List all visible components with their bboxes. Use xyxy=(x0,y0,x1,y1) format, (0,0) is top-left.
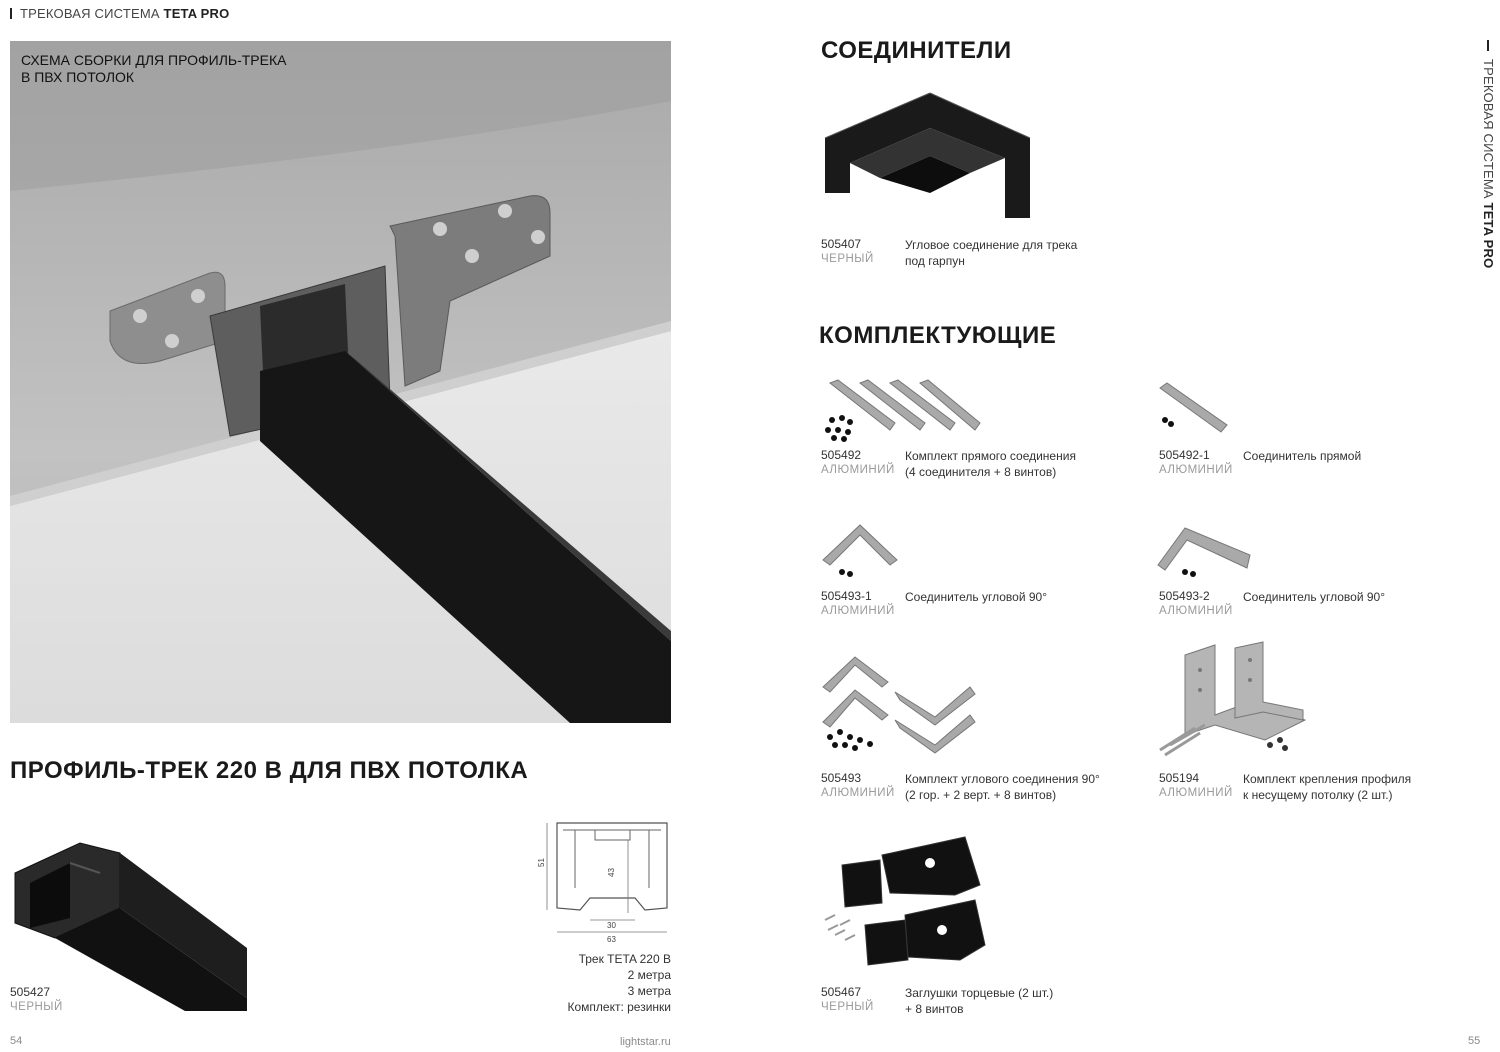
dim-height-inner: 43 xyxy=(606,868,616,877)
accessory-desc xyxy=(905,589,1047,605)
accessory-code-block xyxy=(1159,771,1233,801)
corner-connector-90-image xyxy=(820,520,900,582)
track-spec xyxy=(520,951,671,1015)
accessory-code: 505194 xyxy=(1159,771,1200,785)
track-color: ЧЕРНЫЙ xyxy=(10,1001,63,1013)
accessory-color: АЛЮМИНИЙ xyxy=(1159,605,1233,617)
accessory-desc-line1: Соединитель угловой 90° xyxy=(905,590,1048,604)
connector-code: 505407 xyxy=(821,237,862,251)
corner-connector-kit-image xyxy=(820,652,980,757)
ceiling-mount-kit-image xyxy=(1155,640,1310,760)
site-url[interactable]: lightstar.ru xyxy=(620,1036,671,1048)
header-bar-icon xyxy=(1487,40,1489,51)
accessory-code: 505493-1 xyxy=(821,589,872,603)
photo-caption xyxy=(21,52,286,86)
accessory-desc-line1: Комплект прямого соединения xyxy=(905,449,1076,463)
accessory-code: 505467 xyxy=(821,985,862,999)
photo-caption-line1: СХЕМА СБОРКИ ДЛЯ ПРОФИЛЬ-ТРЕКА xyxy=(21,52,287,68)
track-profile-drawing xyxy=(535,818,675,948)
assembly-illustration xyxy=(10,41,671,723)
accessory-desc xyxy=(1243,771,1411,803)
accessory-code-block xyxy=(821,589,895,619)
connectors-title: СОЕДИНИТЕЛИ xyxy=(821,37,1012,64)
accessory-desc-line1: Соединитель угловой 90° xyxy=(1243,590,1386,604)
accessory-code: 505493-2 xyxy=(1159,589,1210,603)
accessory-color: АЛЮМИНИЙ xyxy=(1159,464,1233,476)
accessory-code-block xyxy=(821,448,895,478)
accessory-code-block xyxy=(821,771,895,801)
accessory-desc-line1: Комплект углового соединения 90° xyxy=(905,772,1100,786)
dim-width-outer: 63 xyxy=(607,935,616,944)
straight-connector-kit-image xyxy=(820,378,985,443)
running-header-right xyxy=(1481,40,1496,268)
end-caps-image xyxy=(820,835,990,975)
accessory-code: 505492-1 xyxy=(1159,448,1210,462)
accessory-desc-line2: + 8 винтов xyxy=(905,1002,964,1016)
accessory-desc-line2: к несущему потолку (2 шт.) xyxy=(1243,788,1393,802)
left-section-title: ПРОФИЛЬ-ТРЕК 220 В ДЛЯ ПВХ ПОТОЛКА xyxy=(10,757,529,784)
accessory-desc xyxy=(905,448,1076,480)
connector-color: ЧЕРНЫЙ xyxy=(821,253,874,265)
accessory-color: АЛЮМИНИЙ xyxy=(1159,787,1233,799)
header-bar-icon xyxy=(10,8,12,19)
track-product-label xyxy=(10,985,63,1015)
header-right-prefix: ТРЕКОВАЯ СИСТЕМА xyxy=(1481,59,1496,199)
accessory-desc xyxy=(1243,448,1361,464)
accessory-code: 505492 xyxy=(821,448,862,462)
accessory-desc-line1: Соединитель прямой xyxy=(1243,449,1362,463)
page-number-right: 55 xyxy=(1468,1035,1481,1047)
track-spec-line3: 3 метра xyxy=(627,984,671,998)
accessory-desc-line1: Заглушки торцевые (2 шт.) xyxy=(905,986,1054,1000)
accessory-desc xyxy=(905,985,1053,1017)
corner-connector-90-image xyxy=(1155,520,1255,582)
straight-connector-image xyxy=(1155,380,1235,440)
header-left-brand: TETA PRO xyxy=(163,6,230,21)
accessory-code-block xyxy=(1159,589,1233,619)
corner-connector-image xyxy=(820,88,1035,223)
accessory-color: ЧЕРНЫЙ xyxy=(821,1001,874,1013)
accessory-color: АЛЮМИНИЙ xyxy=(821,464,895,476)
track-spec-line2: 2 метра xyxy=(627,968,671,982)
connector-code-block xyxy=(821,237,874,267)
header-left-prefix: ТРЕКОВАЯ СИСТЕМА xyxy=(20,6,160,21)
accessory-code-block xyxy=(821,985,874,1015)
connector-desc-line2: под гарпун xyxy=(905,254,965,268)
connector-desc-line1: Угловое соединение для трека xyxy=(905,238,1078,252)
track-spec-line4: Комплект: резинки xyxy=(567,1000,671,1014)
track-code: 505427 xyxy=(10,985,51,999)
accessory-desc xyxy=(905,771,1100,803)
accessory-code-block xyxy=(1159,448,1233,478)
accessory-desc-line2: (2 гор. + 2 верт. + 8 винтов) xyxy=(905,788,1057,802)
photo-caption-line2: В ПВХ ПОТОЛОК xyxy=(21,69,135,85)
assembly-photo xyxy=(10,41,671,723)
accessories-title: КОМПЛЕКТУЮЩИЕ xyxy=(819,322,1057,349)
accessory-color: АЛЮМИНИЙ xyxy=(821,787,895,799)
accessory-desc xyxy=(1243,589,1385,605)
accessory-color: АЛЮМИНИЙ xyxy=(821,605,895,617)
accessory-desc-line1: Комплект крепления профиля xyxy=(1243,772,1412,786)
accessory-code: 505493 xyxy=(821,771,862,785)
track-spec-line1: Трек TETA 220 В xyxy=(578,952,671,966)
accessory-desc-line2: (4 соединителя + 8 винтов) xyxy=(905,465,1057,479)
header-right-brand: TETA PRO xyxy=(1481,202,1496,269)
page-number-left: 54 xyxy=(10,1035,23,1047)
running-header-left xyxy=(10,6,229,21)
dim-width-inner: 30 xyxy=(607,921,616,930)
connector-desc xyxy=(905,237,1077,269)
dim-height-outer: 51 xyxy=(536,858,546,867)
